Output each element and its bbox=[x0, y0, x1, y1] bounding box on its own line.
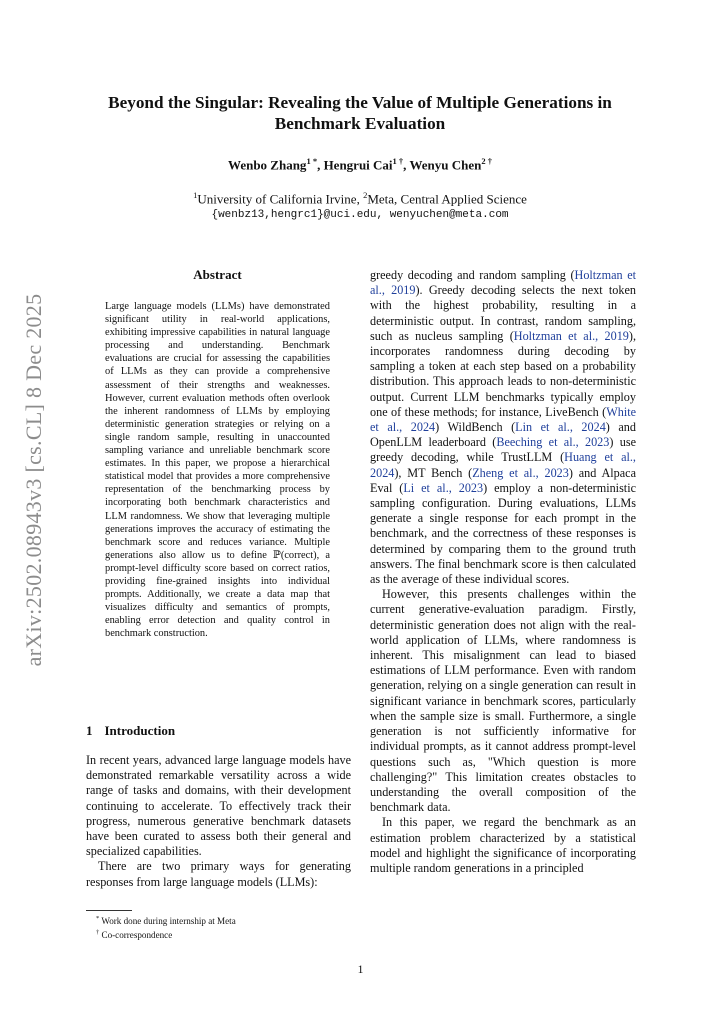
author-name: Wenyu Chen bbox=[409, 157, 482, 173]
body-text: ). Greedy decoding selects the next token with the highest probability, resulting in a deterministic output. In contrast, random sampling, such as nucleus sampling ( bbox=[370, 283, 636, 343]
citation-link[interactable]: Holtzman et al., 2019 bbox=[370, 268, 636, 298]
body-text: ) use greedy decoding, while TrustLLM ( bbox=[370, 435, 636, 465]
author-name: Wenbo Zhang bbox=[228, 157, 307, 173]
body-text: ) and Alpaca Eval ( bbox=[370, 465, 636, 495]
affil-institution: Meta, Central Applied Science bbox=[367, 191, 527, 207]
citation-link[interactable]: Holtzman et al., 2019 bbox=[513, 328, 629, 343]
section-heading bbox=[86, 723, 351, 739]
paragraph: However, this presents challenges within the current generative-evaluation paradigm. Firstly, deterministic generation does not align with the real-world application of LLMs, where randomness is inherent. This misalignment can lead to biased estimations of LLM performance. Even with random generation, relying on a single generation can result in significant variance in benchmark scores, particularly when the sample size is small. Furthermore, a single generation is not sufficiently informative for individual prompts, as it cannot address prompt-level questions such as, "Which question is more challenging?" This limitation creates obstacles to understanding the overall composition of the benchmark data. bbox=[370, 587, 636, 815]
author-sup: 1 * bbox=[306, 156, 318, 166]
body-text: ) and OpenLLM leaderboard ( bbox=[370, 420, 636, 450]
footnote-text: Co-correspondence bbox=[101, 930, 173, 941]
footnote-rule bbox=[86, 910, 132, 911]
paragraph: In this paper, we regard the benchmark as an estimation problem characterized by a statistical model and highlight the significance of incorporating multiple random generations in a principled bbox=[370, 815, 636, 875]
citation-link[interactable]: Zheng et al., 2023 bbox=[472, 465, 569, 480]
body-text: ) employ a non-deterministic sampling configuration. During evaluations, LLMs generate a single response for each prompt in the benchmark, and the correctness of these responses is determined by comparing them to the ground truth answers. The final benchmark score is then calculated as the average of these individual scores. bbox=[370, 480, 636, 587]
abstract-heading: Abstract bbox=[193, 267, 242, 282]
body-text: ), incorporates randomness during decoding by sampling a token at each step based on a probability distribution. This approach leads to non-deterministic output. Current LLM benchmarks typically employ one of these methods; for instance, LiveBench ( bbox=[370, 328, 636, 419]
section-title: Introduction bbox=[104, 723, 176, 738]
body-text: ), MT Bench ( bbox=[394, 465, 473, 480]
citation-link[interactable]: Huang et al., 2024 bbox=[370, 450, 636, 480]
page-number: 1 bbox=[357, 962, 364, 976]
footnote-mark: * bbox=[96, 915, 100, 922]
citation-link[interactable]: Lin et al., 2024 bbox=[515, 420, 606, 435]
author-name: Hengrui Cai bbox=[323, 157, 393, 173]
footnote bbox=[86, 913, 351, 927]
abstract-text: Large language models (LLMs) have demonstrated significant utility in real-world applications, exhibiting impressive capabilities in natural language processing and understanding. Benchmark evaluations are crucial for assessing the capabilities of LLMs as they can provide a comprehensive assessment of their strengths and weaknesses. However, current evaluation methods often overlook the inherent randomness of LLMs by employing deterministic generation strategies or relying on a single random sample, resulting in unaccounted sampling variance and unreliable benchmark score estimates. In this paper, we propose a hierarchical statistical model that provides a more comprehensive representation of the benchmarking process by incorporating both benchmark characteristics and LLM randomness. We show that leveraging multiple generations improves the accuracy of estimating the benchmark score and reduces variance. Multiple generations also allow us to define ℙ(correct), a prompt-level difficulty score based on correct ratios, providing fine-grained insights into individual prompts. Additionally, we create a data map that visualizes difficulty and semantics of prompts, enabling error detection and quality control in benchmark construction. bbox=[105, 301, 330, 640]
citation-link[interactable]: White et al., 2024 bbox=[370, 404, 636, 435]
footnotes bbox=[86, 913, 351, 941]
affil-sup: 1 bbox=[193, 190, 198, 200]
footnote-text: Work done during internship at Meta bbox=[101, 916, 236, 927]
author-emails: {wenbz13,hengrc1}@uci.edu, wenyuchen@meta.com bbox=[211, 209, 509, 222]
author-list: Wenbo Zhang$^{1 *}$, Hengrui Cai$^{1 \dagger}$, Wenyu Chen$^{2 \dagger}$ bbox=[228, 156, 492, 173]
author-sup: 2 † bbox=[481, 156, 492, 166]
affil-institution: University of California Irvine, bbox=[197, 191, 364, 207]
footnote-mark: † bbox=[96, 929, 100, 937]
author-sup: 1 † bbox=[392, 156, 404, 166]
citation-link[interactable]: Beeching et al., 2023 bbox=[496, 435, 610, 450]
paragraph bbox=[370, 268, 636, 587]
affil-sup: 2 bbox=[363, 190, 368, 200]
arxiv-id: arXiv:2502.08943v3 [cs.CL] 8 Dec 2025 bbox=[21, 293, 46, 667]
arxiv-watermark bbox=[4, 293, 64, 667]
left-column-body bbox=[86, 753, 351, 890]
body-text: ) WildBench ( bbox=[435, 420, 516, 435]
section-number: 1 bbox=[86, 723, 93, 738]
paper-title: Beyond the Singular: Revealing the Value of Multiple Generations in Benchmark Evaluation bbox=[108, 93, 612, 133]
body-text: greedy decoding and random sampling ( bbox=[370, 268, 575, 282]
paragraph: In recent years, advanced large language models have demonstrated remarkable versatility across a wide range of tasks and domains, with their development continuing to accelerate. To effectively track their progress, numerous generative benchmark datasets have been curated to assess both their general and specialized capabilities. bbox=[86, 753, 351, 859]
footnote bbox=[86, 927, 351, 941]
right-column-body bbox=[370, 268, 636, 876]
affiliation-block bbox=[90, 187, 630, 224]
paragraph: There are two primary ways for generating responses from large language models (LLMs): bbox=[86, 859, 351, 889]
citation-link[interactable]: Li et al., 2023 bbox=[403, 480, 484, 495]
